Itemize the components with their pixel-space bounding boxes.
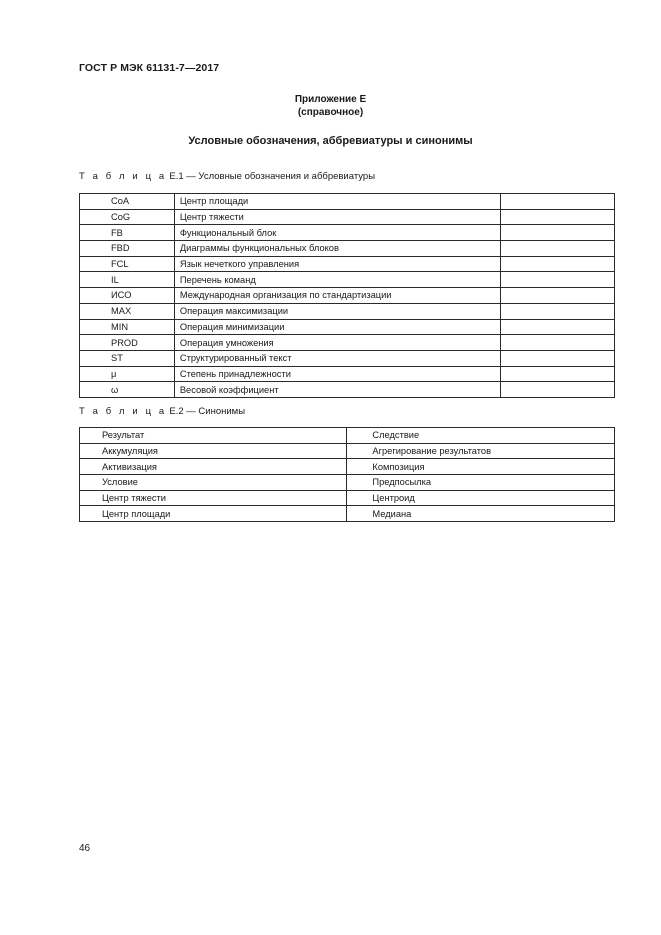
abbr-cell: CoA: [80, 194, 175, 210]
synonym-cell: Предпосылка: [347, 475, 615, 491]
table-row: [80, 194, 615, 210]
abbr-cell: ИСО: [80, 288, 175, 304]
annex-subtitle: (справочное): [297, 107, 364, 118]
table-row: [80, 366, 615, 382]
desc-cell: Центр тяжести: [174, 209, 501, 225]
annex-title: Приложение Е: [294, 94, 367, 105]
desc-cell: Весовой коэффициент: [174, 382, 501, 398]
empty-cell: [501, 194, 615, 210]
empty-cell: [501, 319, 615, 335]
empty-cell: [501, 382, 615, 398]
desc-cell: Структурированный текст: [174, 350, 501, 366]
abbr-cell: MAX: [80, 303, 175, 319]
desc-cell: Функциональный блок: [174, 225, 501, 241]
empty-cell: [501, 241, 615, 257]
desc-cell: Операция максимизации: [174, 303, 501, 319]
abbr-cell: FB: [80, 225, 175, 241]
desc-cell: Перечень команд: [174, 272, 501, 288]
empty-cell: [501, 256, 615, 272]
table-row: [80, 475, 615, 491]
empty-cell: [501, 209, 615, 225]
table-row: [80, 288, 615, 304]
desc-cell: Степень принадлежности: [174, 366, 501, 382]
abbr-cell: CoG: [80, 209, 175, 225]
abbreviations-table: [79, 193, 615, 398]
term-cell: Результат: [80, 428, 347, 444]
empty-cell: [501, 366, 615, 382]
table2-caption-number: Е.2: [169, 406, 184, 417]
table-row: [80, 382, 615, 398]
table-row: [80, 443, 615, 459]
abbr-cell: PROD: [80, 335, 175, 351]
table-row: [80, 335, 615, 351]
abbr-cell: IL: [80, 272, 175, 288]
empty-cell: [501, 350, 615, 366]
table2-caption-text: — Синонимы: [186, 406, 246, 417]
empty-cell: [501, 225, 615, 241]
abbr-cell: ST: [80, 350, 175, 366]
abbr-cell: FBD: [80, 241, 175, 257]
empty-cell: [501, 303, 615, 319]
abbr-cell: ω: [80, 382, 175, 398]
desc-cell: Операция минимизации: [174, 319, 501, 335]
table1-caption-label: Т а б л и ц а: [79, 171, 167, 182]
table1-caption-number: Е.1: [169, 171, 184, 182]
term-cell: Условие: [80, 475, 347, 491]
term-cell: Активизация: [80, 459, 347, 475]
table2-caption: [79, 406, 245, 417]
synonym-cell: Агрегирование результатов: [347, 443, 615, 459]
table-row: [80, 350, 615, 366]
term-cell: Центр тяжести: [80, 490, 347, 506]
document-code: ГОСТ Р МЭК 61131-7—2017: [79, 62, 220, 74]
synonyms-table: [79, 427, 615, 522]
empty-cell: [501, 272, 615, 288]
abbr-cell: μ: [80, 366, 175, 382]
abbr-cell: FCL: [80, 256, 175, 272]
section-title: Условные обозначения, аббревиатуры и синонимы: [188, 135, 473, 147]
synonym-cell: Центроид: [347, 490, 615, 506]
table1-caption-text: — Условные обозначения и аббревиатуры: [186, 171, 376, 182]
page-number: 46: [79, 843, 91, 854]
table-row: [80, 272, 615, 288]
table-row: [80, 256, 615, 272]
table-row: [80, 459, 615, 475]
desc-cell: Язык нечеткого управления: [174, 256, 501, 272]
synonym-cell: Медиана: [347, 506, 615, 522]
abbr-cell: MIN: [80, 319, 175, 335]
desc-cell: Центр площади: [174, 194, 501, 210]
term-cell: Центр площади: [80, 506, 347, 522]
table-row: [80, 428, 615, 444]
synonym-cell: Композиция: [347, 459, 615, 475]
table-row: [80, 241, 615, 257]
table1-caption: [79, 171, 375, 182]
synonym-cell: Следствие: [347, 428, 615, 444]
table-row: [80, 490, 615, 506]
table-row: [80, 225, 615, 241]
empty-cell: [501, 335, 615, 351]
table-row: [80, 209, 615, 225]
term-cell: Аккумуляция: [80, 443, 347, 459]
desc-cell: Международная организация по стандартизации: [174, 288, 501, 304]
table-row: [80, 319, 615, 335]
desc-cell: Диаграммы функциональных блоков: [174, 241, 501, 257]
empty-cell: [501, 288, 615, 304]
annex-heading: [0, 93, 661, 119]
table2-caption-label: Т а б л и ц а: [79, 406, 167, 417]
desc-cell: Операция умножения: [174, 335, 501, 351]
table-row: [80, 303, 615, 319]
table-row: [80, 506, 615, 522]
